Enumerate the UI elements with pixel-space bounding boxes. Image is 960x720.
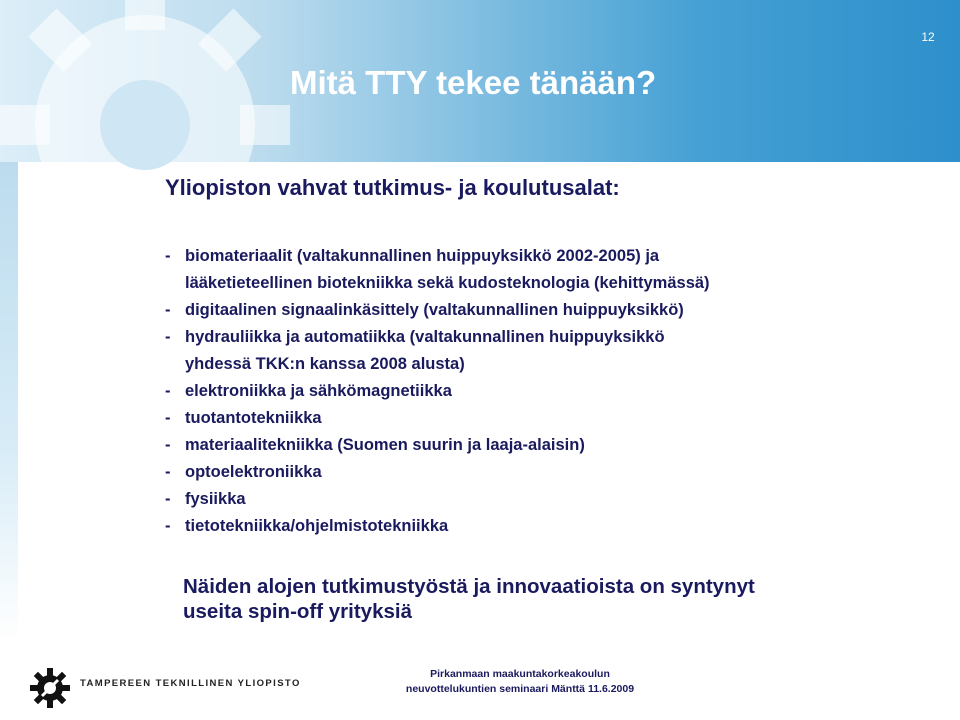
footer-event	[380, 667, 660, 697]
list-item	[165, 513, 805, 540]
list-item	[165, 243, 805, 297]
closing-line: Näiden alojen tutkimustyöstä ja innovaatioista on syntynyt	[183, 575, 755, 598]
bullet-text: lääketieteellinen biotekniikka sekä kudosteknologia (kehittymässä)	[185, 274, 710, 292]
list-item	[165, 432, 805, 459]
bullet-dash: -	[165, 409, 171, 427]
list-item	[165, 405, 805, 432]
footer-university-name: TAMPEREEN TEKNILLINEN YLIOPISTO	[80, 678, 301, 689]
slide-subtitle: Yliopiston vahvat tutkimus- ja koulutusalat:	[165, 175, 620, 200]
bullet-text: digitaalinen signaalinkäsittely (valtakunnallinen huippuyksikkö)	[185, 301, 684, 319]
footer-line: Pirkanmaan maakuntakorkeakoulun	[430, 668, 610, 680]
slide-number: 12	[921, 30, 935, 44]
bullet-text: tuotantotekniikka	[185, 409, 322, 427]
bullet-text: elektroniikka ja sähkömagnetiikka	[185, 382, 452, 400]
bullet-dash: -	[165, 328, 171, 346]
bullet-dash: -	[165, 247, 171, 265]
bullet-text: biomateriaalit (valtakunnallinen huippuyksikkö 2002-2005) ja	[185, 247, 660, 265]
footer-line: neuvottelukuntien seminaari Mänttä 11.6.2009	[405, 683, 635, 695]
list-item	[165, 459, 805, 486]
tty-gear-logo-icon	[28, 666, 72, 710]
bullet-text: materiaalitekniikka (Suomen suurin ja laaja-alaisin)	[185, 436, 585, 454]
bullet-dash: -	[165, 517, 171, 535]
research-areas-list	[165, 243, 805, 540]
bullet-dash: -	[165, 301, 171, 319]
closing-statement	[183, 574, 755, 624]
bullet-dash: -	[165, 436, 171, 454]
closing-line: useita spin-off yrityksiä	[183, 600, 412, 623]
bullet-text: hydrauliikka ja automatiikka (valtakunnallinen huippuyksikkö	[185, 328, 665, 346]
bullet-text: tietotekniikka/ohjelmistotekniikka	[185, 517, 449, 535]
list-item	[165, 486, 805, 513]
bullet-dash: -	[165, 490, 171, 508]
list-item	[165, 324, 805, 378]
bullet-text: fysiikka	[185, 490, 246, 508]
bullet-dash: -	[165, 382, 171, 400]
slide-title: Mitä TTY tekee tänään?	[290, 64, 657, 101]
bullet-text: yhdessä TKK:n kanssa 2008 alusta)	[185, 355, 465, 373]
bullet-dash: -	[165, 463, 171, 481]
list-item	[165, 378, 805, 405]
list-item	[165, 297, 805, 324]
bullet-text: optoelektroniikka	[185, 463, 322, 481]
